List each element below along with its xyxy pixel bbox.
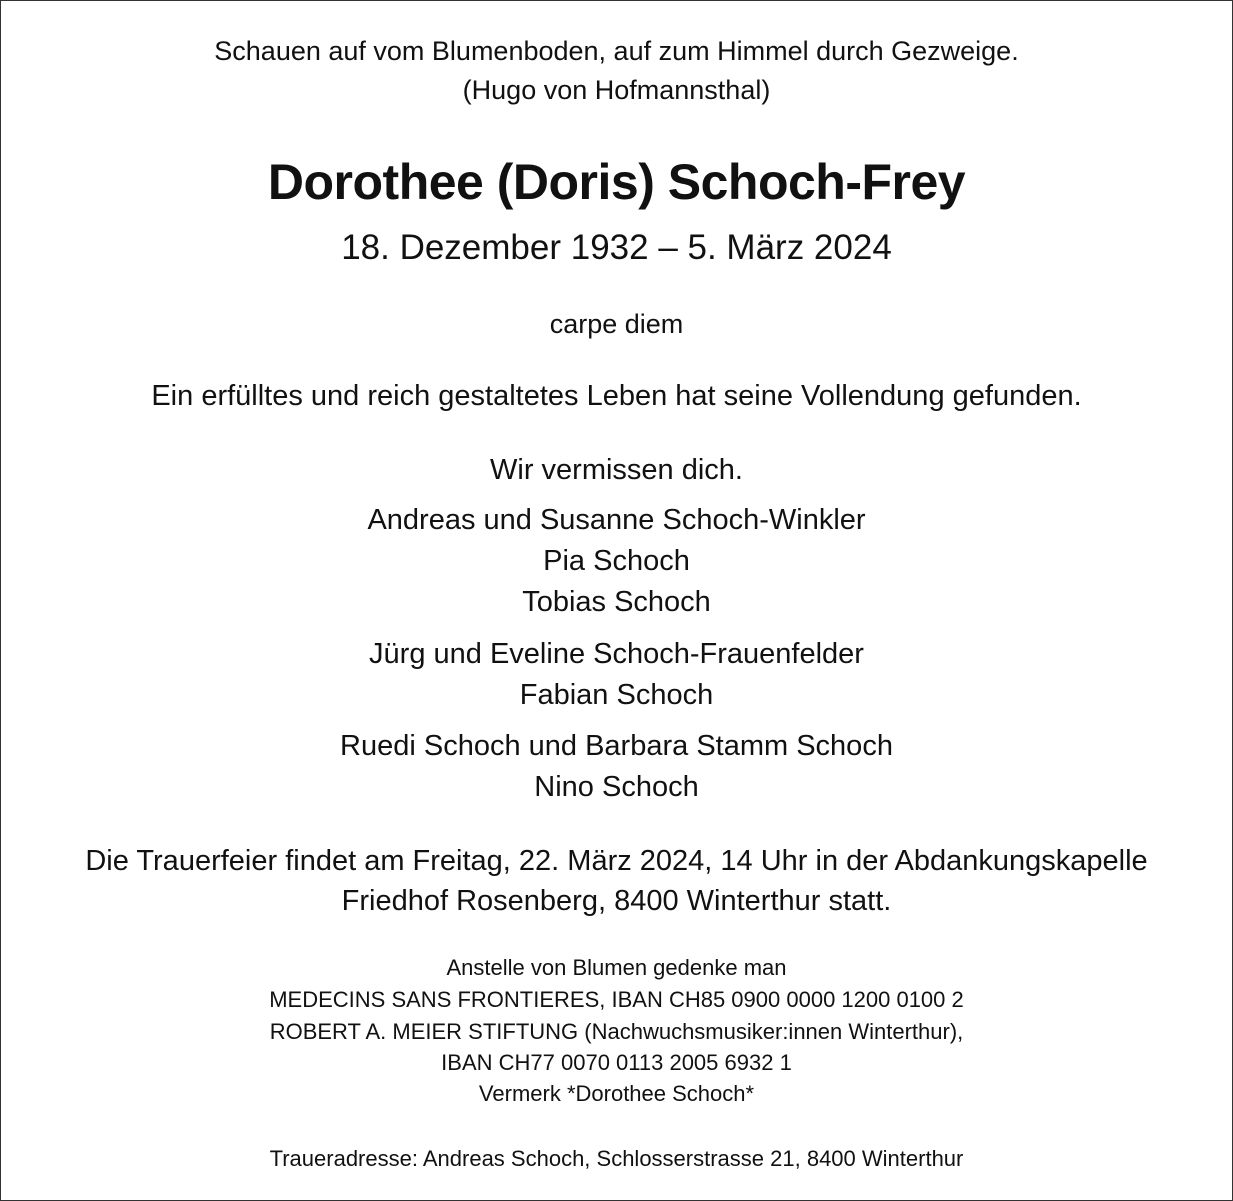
donation-line: Vermerk *Dorothee Schoch* <box>478 1081 755 1106</box>
family-member: Nino Schoch <box>534 771 699 803</box>
family-member: Ruedi Schoch und Barbara Stamm Schoch <box>340 730 893 762</box>
donation-line: ROBERT A. MEIER STIFTUNG (Nachwuchsmusiker:innen Winterthur), <box>269 1019 964 1044</box>
donation-line: MEDECINS SANS FRONTIERES, IBAN CH85 0900 0000 1200 0100 2 <box>269 987 964 1012</box>
family-member: Fabian Schoch <box>519 679 714 711</box>
mourning-address: Traueradresse: Andreas Schoch, Schlosserstrasse 21, 8400 Winterthur <box>269 1146 964 1171</box>
life-dates: 18. Dezember 1932 – 5. März 2024 <box>341 228 892 267</box>
deceased-name: Dorothee (Doris) Schoch-Frey <box>267 154 966 210</box>
donation-line: IBAN CH77 0070 0113 2005 6932 1 <box>441 1050 792 1075</box>
donation-intro: Anstelle von Blumen gedenke man <box>446 955 787 980</box>
service-info-line: Friedhof Rosenberg, 8400 Winterthur statt. <box>341 885 892 917</box>
life-statement: Ein erfülltes und reich gestaltetes Leben hat seine Vollendung gefunden. <box>151 380 1082 412</box>
motto: carpe diem <box>549 309 684 339</box>
family-member: Jürg und Eveline Schoch-Frauenfelder <box>369 638 864 670</box>
family-member: Andreas und Susanne Schoch-Winkler <box>367 504 866 536</box>
service-info-line: Die Trauerfeier findet am Freitag, 22. März 2024, 14 Uhr in der Abdankungskapelle <box>85 845 1148 877</box>
quote-text: Schauen auf vom Blumenboden, auf zum Himmel durch Gezweige. <box>214 36 1019 66</box>
family-member: Tobias Schoch <box>522 586 711 618</box>
family-member: Pia Schoch <box>543 545 690 577</box>
miss-statement: Wir vermissen dich. <box>490 454 743 486</box>
quote-author: (Hugo von Hofmannsthal) <box>462 75 771 105</box>
